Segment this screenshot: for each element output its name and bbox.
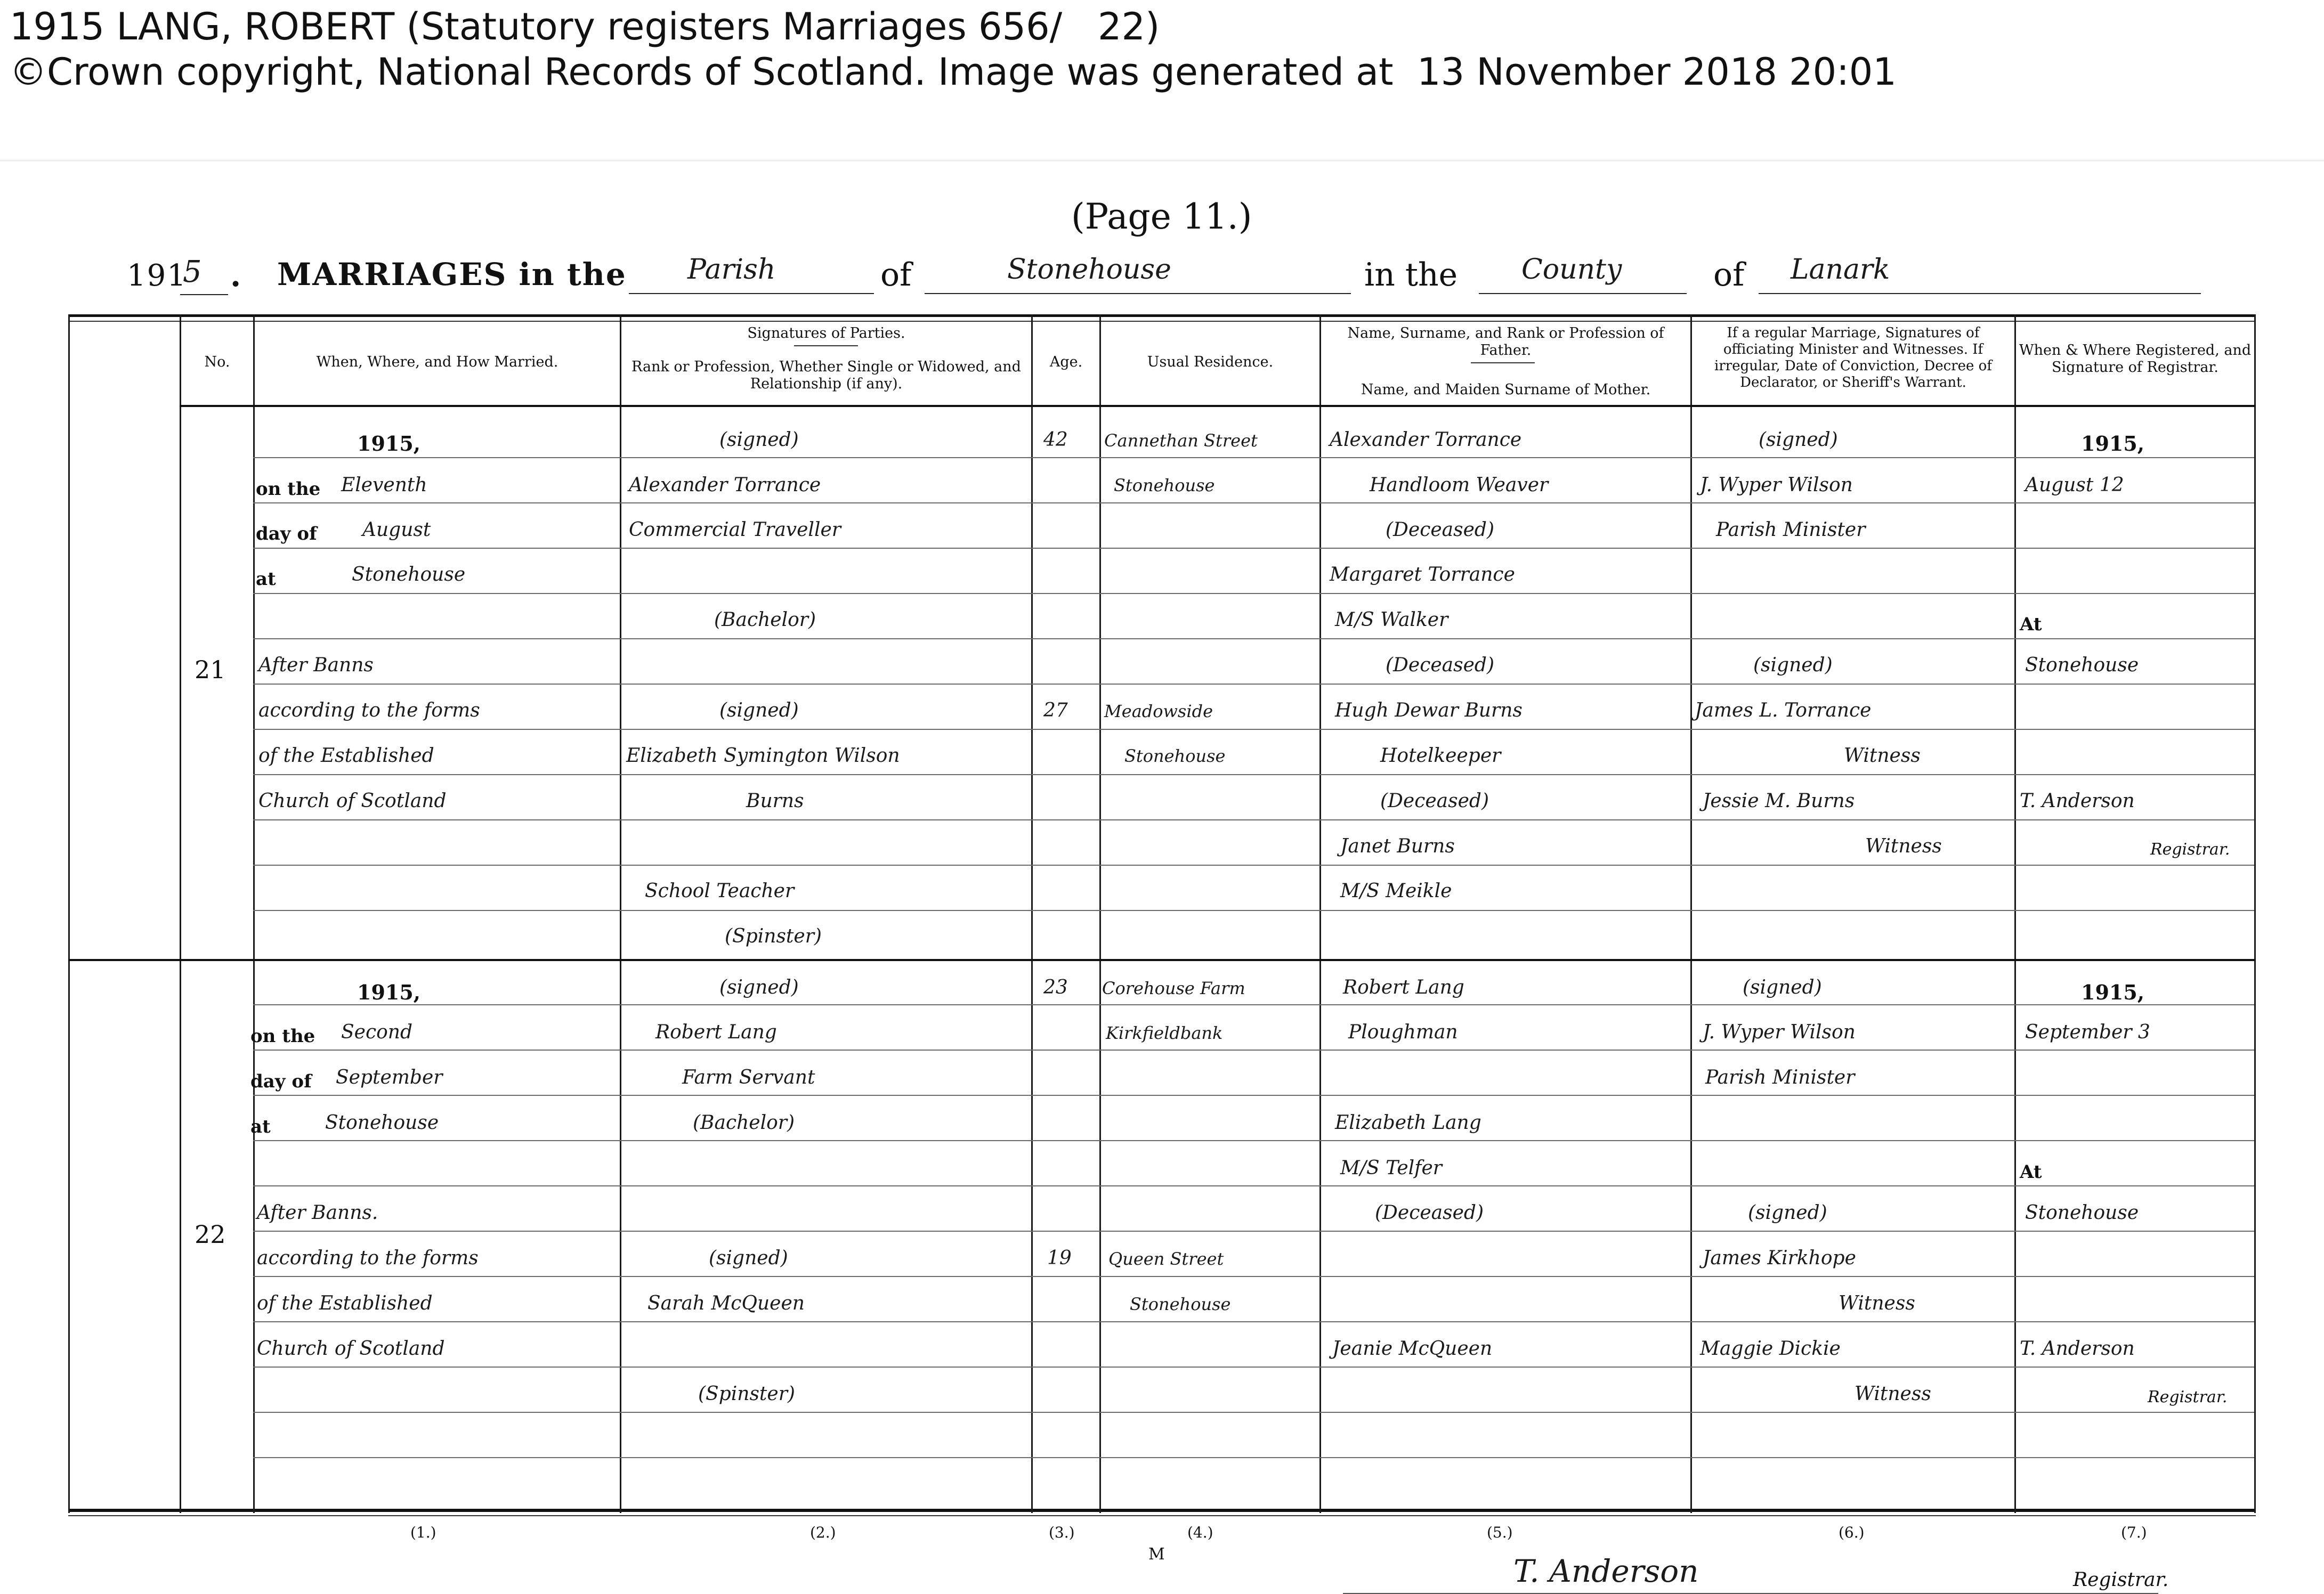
title-of: of (880, 256, 912, 294)
how-married-2: according to the forms (257, 1247, 479, 1269)
bride-age: 19 (1047, 1247, 1072, 1269)
how-married-2: according to the forms (258, 700, 480, 721)
witness2-label: Witness (1855, 1383, 1931, 1405)
header-minister: If a regular Marriage, Signatures of officiating Minister and Witnesses. If irregular, Date of Conviction, Decree of Declarator, or Sheriff's Warrant. (1714, 325, 1992, 391)
label-at: at (250, 1116, 271, 1137)
record-title: 1915 LANG, ROBERT (Statutory registers Marriages 656/ 22) (10, 5, 1160, 48)
witness1-label: Witness (1844, 745, 1921, 767)
groom-mother: Elizabeth Lang (1335, 1112, 1481, 1134)
registration-date: September 3 (2025, 1021, 2150, 1043)
column-number-3: (3.) (1049, 1524, 1075, 1541)
ruled-line (253, 1367, 2254, 1368)
marriage-day: Second (341, 1021, 413, 1043)
bride-name: Elizabeth Symington Wilson (626, 745, 900, 767)
bride-signed: (signed) (719, 700, 799, 721)
entry-number: 22 (195, 1220, 226, 1249)
minister-name: J. Wyper Wilson (1703, 1021, 1856, 1043)
ruled-line (253, 502, 2254, 503)
groom-residence-1: Corehouse Farm (1102, 978, 1245, 998)
witness1-signed: (signed) (1748, 1202, 1827, 1224)
groom-father: Robert Lang (1343, 977, 1464, 998)
groom-father-rank: Handloom Weaver (1370, 474, 1549, 496)
bride-mother: Janet Burns (1340, 835, 1455, 857)
how-married-3: of the Established (258, 745, 434, 767)
how-married-1: After Banns. (257, 1202, 378, 1224)
header-age: Age. (1049, 354, 1083, 370)
bride-status: (Spinster) (698, 1383, 795, 1405)
bride-residence-2: Stonehouse (1130, 1294, 1231, 1314)
header-father: Name, Surname, and Rank or Profession of Father. (1347, 325, 1664, 359)
bride-name: Sarah McQueen (647, 1292, 805, 1314)
groom-mother-maiden: M/S Walker (1335, 609, 1448, 631)
ruled-line (253, 1095, 2254, 1096)
bride-residence-1: Meadowside (1104, 701, 1213, 721)
groom-father: Alexander Torrance (1330, 429, 1522, 451)
bride-rank: School Teacher (645, 880, 795, 902)
groom-mother-status: (Deceased) (1386, 654, 1495, 676)
label-on-the: on the (250, 1026, 315, 1047)
header-mother: Name, and Maiden Surname of Mother. (1361, 381, 1651, 398)
groom-signed: (signed) (719, 429, 799, 451)
ruled-line (253, 1276, 2254, 1277)
groom-father-rank: Ploughman (1348, 1021, 1458, 1043)
groom-rank: Farm Servant (682, 1067, 815, 1088)
witness1-label: Witness (1839, 1292, 1915, 1314)
ruled-line (253, 548, 2254, 549)
groom-age: 23 (1043, 977, 1068, 998)
marriage-day: Eleventh (341, 474, 427, 496)
label-at-registered: At (2020, 1161, 2042, 1183)
ruled-line (253, 1140, 2254, 1141)
ruled-line (253, 1457, 2254, 1458)
witness1-name: James Kirkhope (1703, 1247, 1856, 1269)
ruled-line (253, 865, 2254, 866)
page-label: (Page 11.) (1071, 196, 1252, 237)
label-day-of: day of (256, 523, 317, 544)
entry-number: 21 (195, 655, 226, 684)
witness1-signed: (signed) (1753, 654, 1833, 676)
marriage-place: Stonehouse (325, 1112, 439, 1134)
groom-residence-1: Cannethan Street (1104, 430, 1258, 451)
witness1-name: James L. Torrance (1695, 700, 1872, 721)
ruled-line (253, 684, 2254, 685)
bride-mother-maiden: M/S Meikle (1340, 880, 1452, 902)
groom-residence-2: Kirkfieldbank (1106, 1023, 1223, 1043)
ruled-line (253, 1185, 2254, 1186)
witness2-name: Jessie M. Burns (1703, 790, 1855, 812)
groom-mother-status: (Deceased) (1375, 1202, 1484, 1224)
footer-registrar-label: Registrar. (2073, 1569, 2169, 1591)
ruled-line (253, 1004, 2254, 1005)
title-underline (180, 294, 228, 295)
marriage-year: 1915, (357, 432, 420, 456)
district-type: Parish (687, 254, 776, 286)
minister-signed: (signed) (1743, 977, 1822, 998)
header-registered: When & Where Registered, and Signature of Registrar. (2019, 342, 2252, 376)
bride-signed: (signed) (709, 1247, 788, 1269)
marriage-place: Stonehouse (352, 564, 466, 585)
groom-signed: (signed) (719, 977, 799, 998)
bride-age: 27 (1043, 700, 1068, 721)
bride-mother: Jeanie McQueen (1332, 1338, 1493, 1360)
title-of-2: of (1713, 256, 1745, 294)
bride-name-2: Burns (746, 790, 804, 812)
bride-father-rank: Hotelkeeper (1380, 745, 1501, 767)
footer-mark: M (1148, 1545, 1165, 1564)
ruled-line (253, 1231, 2254, 1232)
header-residence: Usual Residence. (1147, 354, 1274, 370)
header-signatures: Signatures of Parties. (747, 325, 905, 341)
image-banner (0, 0, 2324, 161)
header-no: No. (204, 354, 230, 370)
groom-name: Robert Lang (655, 1021, 777, 1043)
ruled-line (253, 774, 2254, 775)
ruled-line (253, 593, 2254, 594)
column-number-5: (5.) (1487, 1524, 1513, 1541)
ruled-line (253, 638, 2254, 639)
entry-separator (68, 959, 2256, 961)
ruled-line (253, 729, 2254, 730)
register-page: (Page 11.) 191 5 . MARRIAGES in the Parish of Stonehouse in the County of Lanark No. When, Where, and How Married. Signatures of Parties. Rank or Profession, Whether Single or Widowed, and Relationship (if any). Age. Usual Residence. Name, Surname, and Rank or Profession of Father. Name, and Maiden Surname of Mother. If a regular Marriage, Signatures of officiating Minister and Witnesses. If irregular, Date of Conviction, Decree of Declarator, or Sheriff's Warrant. When & Where Registered, and Signature of Registrar. 21 1915, on the Eleventh day of August at Stonehouse After Banns according to the forms of the Established Church of Scotland (signed) Alexander Torrance Commercial Traveller (Bachelor) (signed) Elizabeth Symington Wilson Burns School Teacher (Spinster) 42 27 Cannethan Street Stonehouse Meadowside Stonehouse Alexander Torrance Handloom Weaver (Deceased) Margaret Torrance M/S Walker (Deceased) Hugh Dewar Burns Hotelkeeper (Deceased) Janet Burns M/S Meikle (signed) J. Wyper Wilson Parish Minister (signed) James L. Torrance Witness Jessie M. Burns Witness 1915, August 12 At Stonehouse T. Anderson Registrar. 22 1915, on the Second day of September at Stonehouse After Banns. according to the forms of the Established Church of Scotland (signed) Robert Lang Farm Servant (Bachelor) (signed) Sarah McQueen (Spinster) 23 19 Corehouse Farm Kirkfieldbank Queen Street Stonehouse Robert Lang Ploughman Elizabeth Lang M/S Telfer (Deceased) Jeanie McQueen (signed) J. Wyper Wilson Parish Minister (signed) James Kirkhope Witness Maggie Dickie Witness 1915, September 3 At Stonehouse T. Anderson Registrar. (1.) (2.) (3.) (4.) (5.) (6.) (7.) M T. Anderson Registrar. (0, 160, 2324, 1592)
groom-status: (Bachelor) (693, 1112, 795, 1134)
groom-father-status: (Deceased) (1386, 519, 1495, 541)
marriage-month: September (336, 1067, 443, 1088)
minister-signed: (signed) (1759, 429, 1838, 451)
table-bottom-border (68, 1509, 2256, 1512)
column-number-2: (2.) (810, 1524, 836, 1541)
groom-mother-maiden: M/S Telfer (1340, 1157, 1442, 1179)
bride-father: Hugh Dewar Burns (1335, 700, 1523, 721)
how-married-4: Church of Scotland (257, 1338, 445, 1360)
title-in-the: in the (1364, 256, 1458, 294)
marriage-month: August (362, 519, 431, 541)
groom-age: 42 (1043, 429, 1068, 451)
minister-title: Parish Minister (1705, 1067, 1855, 1088)
registrar-label: Registrar. (2150, 840, 2230, 859)
bride-status: (Spinster) (725, 925, 822, 947)
registration-year: 1915, (2081, 980, 2144, 1004)
label-at: at (256, 568, 276, 590)
ruled-line (253, 1321, 2254, 1322)
column-number-1: (1.) (410, 1524, 436, 1541)
groom-mother: Margaret Torrance (1330, 564, 1515, 585)
district-name: Stonehouse (1007, 254, 1171, 286)
registration-year: 1915, (2081, 432, 2144, 456)
registrar-signature: T. Anderson (2020, 1338, 2135, 1360)
bride-residence-1: Queen Street (1108, 1249, 1224, 1269)
how-married-3: of the Established (257, 1292, 433, 1314)
registration-date: August 12 (2025, 474, 2124, 496)
column-number-6: (6.) (1839, 1524, 1865, 1541)
ruled-line (253, 1050, 2254, 1051)
area-type: County (1521, 254, 1622, 286)
registration-place: Stonehouse (2025, 1202, 2139, 1224)
marriage-year: 1915, (357, 980, 420, 1004)
registrar-label: Registrar. (2148, 1388, 2228, 1406)
ruled-line (253, 819, 2254, 820)
minister-title: Parish Minister (1716, 519, 1866, 541)
registration-place: Stonehouse (2025, 654, 2139, 676)
column-number-7: (7.) (2121, 1524, 2147, 1541)
header-when: When, Where, and How Married. (316, 354, 558, 370)
bride-residence-2: Stonehouse (1124, 746, 1226, 766)
witness2-name: Maggie Dickie (1700, 1338, 1841, 1360)
groom-rank: Commercial Traveller (629, 519, 841, 541)
header-rank: Rank or Profession, Whether Single or Widowed, and Relationship (if any). (631, 359, 1021, 392)
ruled-line (253, 457, 2254, 458)
groom-status: (Bachelor) (714, 609, 816, 631)
column-number-4: (4.) (1187, 1524, 1213, 1541)
label-day-of: day of (250, 1071, 312, 1092)
how-married-1: After Banns (258, 654, 374, 676)
ruled-line (253, 1412, 2254, 1413)
how-married-4: Church of Scotland (258, 790, 447, 812)
registrar-signature: T. Anderson (2020, 790, 2135, 812)
groom-residence-2: Stonehouse (1114, 475, 1215, 495)
bride-father-status: (Deceased) (1380, 790, 1489, 812)
witness2-label: Witness (1865, 835, 1942, 857)
footer-registrar-signature: T. Anderson (1513, 1553, 1699, 1589)
minister-name: J. Wyper Wilson (1700, 474, 1853, 496)
label-at-registered: At (2020, 614, 2042, 635)
table-top-border (68, 314, 2256, 317)
groom-name: Alexander Torrance (629, 474, 821, 496)
title-year-suffix: 5 (183, 255, 202, 289)
label-on-the: on the (256, 478, 321, 500)
register-heading: MARRIAGES in the (277, 256, 627, 292)
title-year-prefix: 191 (127, 258, 187, 293)
area-name: Lanark (1791, 254, 1890, 286)
copyright-notice: ©Crown copyright, National Records of Scotland. Image was generated at 13 November 2018 20:01 (10, 50, 1897, 94)
ruled-line (253, 910, 2254, 911)
